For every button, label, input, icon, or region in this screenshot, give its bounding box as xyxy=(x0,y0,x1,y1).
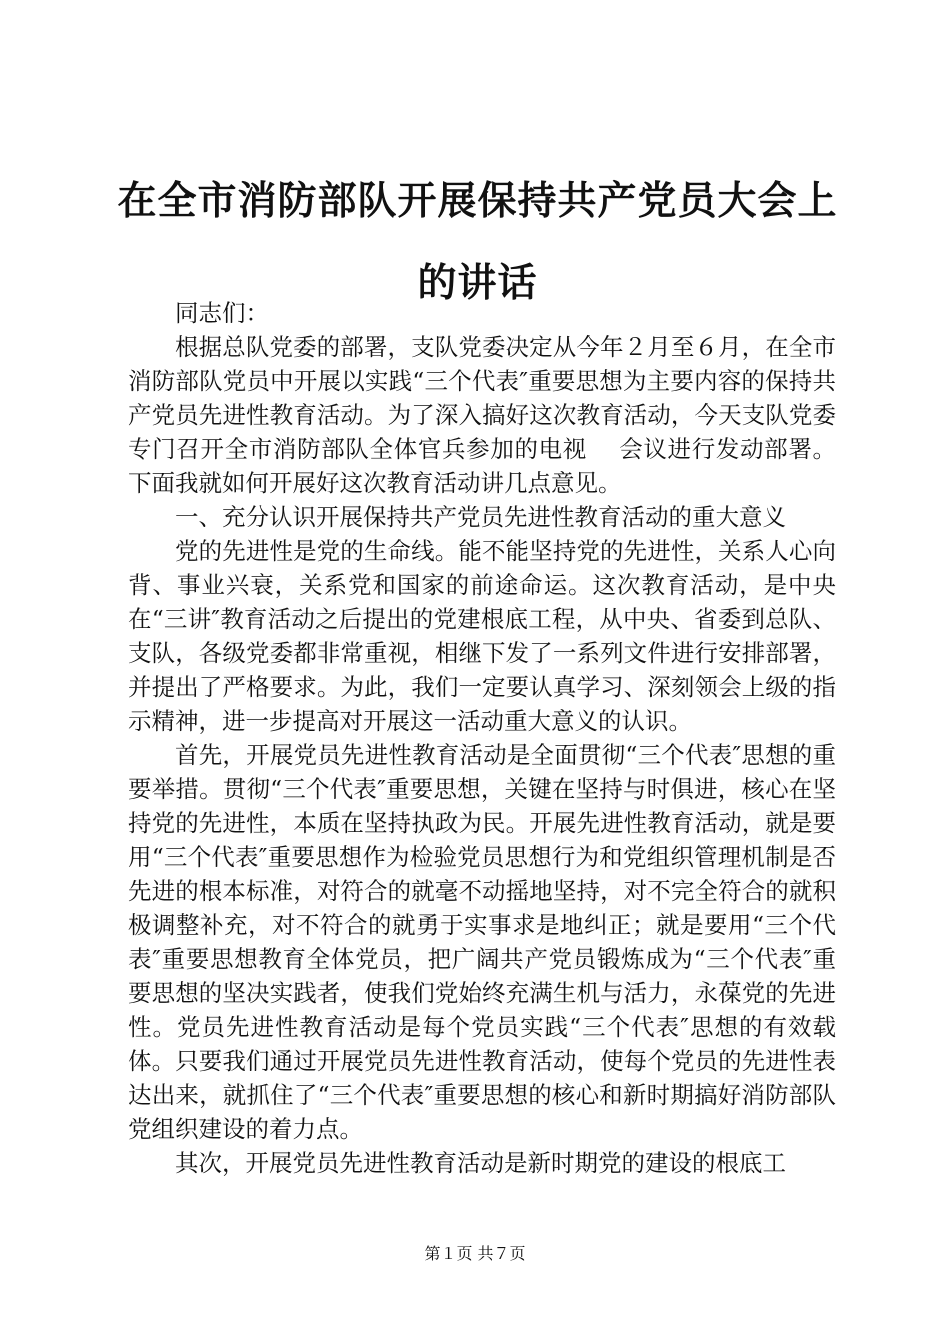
document-body xyxy=(128,296,836,1180)
paragraph-first-point: 首先，开展党员先进性教育活动是全面贯彻“三个代表″思想的重要举措。贯彻“三个代表″重要思想，关键在坚持与时俱进，核心在坚持党的先进性，本质在坚持执政为民。开展先进性教育活动，就是要用“三个代表″重要思想作为检验党员思想行为和党组织管理机制是否先进的根本标准，对符合的就毫不动摇地坚持，对不完全符合的就积极调整补充，对不符合的就勇于实事求是地纠正；就是要用“三个代表″重要思想教育全体党员，把广阔共产党员锻炼成为“三个代表″重要思想的坚决实践者，使我们党始终充满生机与活力，永葆党的先进性。党员先进性教育活动是每个党员实践“三个代表″思想的有效载体。只要我们通过开展党员先进性教育活动，使每个党员的先进性表达出来，就抓住了“三个代表″重要思想的核心和新时期搞好消防部队党组织建设的着力点。 xyxy=(128,741,836,1143)
paragraph-second-point: 其次，开展党员先进性教育活动是新时期党的建设的根底工 xyxy=(175,1149,786,1177)
document-title: 在全市消防部队开展保持共产党员大会上的讲话 xyxy=(117,178,838,306)
salutation: 同志们： xyxy=(175,299,269,327)
page-footer: 第１页 共７页 xyxy=(424,1244,526,1263)
paragraph-intro: 根据总队党委的部署，支队党委决定从今年２月至６月，在全市消防部队党员中开展以实践“三个代表″重要思想为主要内容的保持共产党员先进性教育活动。为了深入搞好这次教育活动，今天支队党委专门召开全市消防部队全体官兵参加的电视 会议进行发动部署。下面我就如何开展好这次教育活动讲几点意见。 xyxy=(128,333,836,497)
section-heading-1: 一、充分认识开展保持共产党员先进性教育活动的重大意义 xyxy=(175,503,786,531)
paragraph-significance: 党的先进性是党的生命线。能不能坚持党的先进性，关系人心向背、事业兴衰，关系党和国家的前途命运。这次教育活动，是中央在“三讲″教育活动之后提出的党建根底工程，从中央、省委到总队、支队，各级党委都非常重视，相继下发了一系列文件进行安排部署，并提出了严格要求。为此，我们一定要认真学习、深刻领会上级的指示精神，进一步提高对开展这一活动重大意义的认识。 xyxy=(128,537,836,735)
